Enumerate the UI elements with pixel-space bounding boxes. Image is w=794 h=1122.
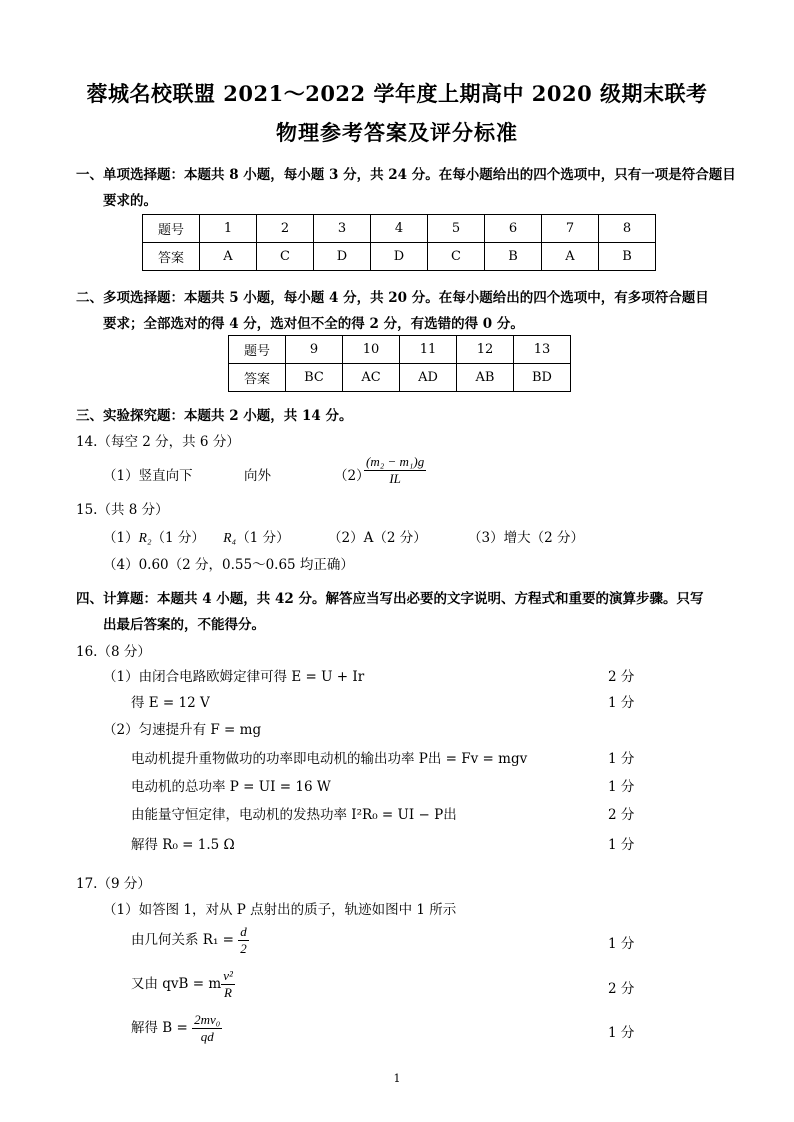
answer-cell: C	[257, 243, 314, 271]
answer-cell: D	[314, 243, 371, 271]
question-number-cell: 10	[343, 336, 400, 364]
q16-step: （2）匀速提升有 F = mg	[103, 722, 262, 738]
q16-step: 解得 R₀ = 1.5 Ω	[131, 837, 235, 853]
answer-cell: C	[428, 243, 485, 271]
q17-line2	[131, 968, 235, 1001]
fraction-denominator: qd	[200, 1029, 214, 1044]
answer-cell: AC	[343, 364, 400, 392]
question-number-cell: 6	[485, 215, 542, 243]
fraction-numerator: 2mv₀	[194, 1012, 221, 1027]
table-row-label: 答案	[229, 364, 286, 392]
q16-step-score: 1 分	[608, 779, 635, 795]
q17-intro: （1）如答图 1，对从 P 点射出的质子，轨迹如图中 1 所示	[103, 902, 457, 918]
table-row-label: 答案	[143, 243, 200, 271]
q17-line2-text: 又由 qvB = m	[131, 976, 222, 992]
answer-cell: B	[599, 243, 656, 271]
question-number-cell: 8	[599, 215, 656, 243]
q17-line1	[131, 924, 249, 957]
answer-cell: A	[200, 243, 257, 271]
fraction-denominator: IL	[389, 471, 401, 486]
question-number-cell: 12	[457, 336, 514, 364]
q14-part1: （1）竖直向下	[103, 468, 193, 484]
q16-step: 得 E = 12 V	[131, 695, 210, 711]
fraction-numerator: v²	[223, 968, 233, 983]
q17-line3	[131, 1012, 222, 1045]
section4-heading: 四、计算题：本题共 4 小题，共 42 分。解答应当写出必要的文字说明、方程式和重要的演算步骤。只写	[76, 591, 704, 607]
section2-heading-cont: 要求；全部选对的得 4 分，选对但不全的得 2 分，有选错的得 0 分。	[103, 316, 524, 332]
q15-r4: R₄	[223, 530, 237, 545]
table-row-label: 题号	[229, 336, 286, 364]
question-number-cell: 3	[314, 215, 371, 243]
q16-step: （1）由闭合电路欧姆定律可得 E = U + Ir	[103, 669, 365, 685]
answer-cell: D	[371, 243, 428, 271]
q17-line2-score: 2 分	[608, 981, 635, 997]
q15-r2-score: （1 分）	[151, 530, 205, 546]
answer-cell: BC	[286, 364, 343, 392]
multiple-choice-answer-table	[228, 335, 571, 392]
q14-part1-answer2: 向外	[244, 468, 271, 484]
q15-part4: （4）0.60（2 分，0.55～0.65 均正确）	[103, 557, 354, 573]
section2-heading: 二、多项选择题：本题共 5 小题，每小题 4 分，共 20 分。在每小题给出的四个选项中，有多项符合题目	[76, 290, 709, 306]
fraction-numerator: d	[240, 924, 247, 939]
question-number-cell: 2	[257, 215, 314, 243]
table-row-label: 题号	[143, 215, 200, 243]
question-number-cell: 4	[371, 215, 428, 243]
q15-heading: 15.（共 8 分）	[76, 502, 169, 518]
q15-r2: R₂	[138, 530, 152, 545]
page-number: 1	[393, 1072, 401, 1085]
answer-cell: B	[485, 243, 542, 271]
q14-part2-label: （2）	[334, 468, 370, 484]
q17-line1-text: 由几何关系 R₁ =	[131, 932, 239, 948]
q16-step-score: 1 分	[608, 695, 635, 711]
q14-part2-formula	[364, 454, 426, 487]
q15-part3: （3）增大（2 分）	[468, 530, 584, 546]
q16-step-score: 2 分	[608, 669, 635, 685]
question-number-cell: 7	[542, 215, 599, 243]
question-number-cell: 9	[286, 336, 343, 364]
fraction-numerator: (m₂ − m₁)g	[366, 454, 425, 469]
page-title: 蓉城名校联盟 2021～2022 学年度上期高中 2020 级期末联考	[86, 81, 708, 106]
fraction-denominator: 2	[240, 941, 247, 956]
q17-heading: 17.（9 分）	[76, 876, 151, 892]
section3-heading: 三、实验探究题：本题共 2 小题，共 14 分。	[76, 408, 353, 424]
answer-cell: A	[542, 243, 599, 271]
q16-step-score: 1 分	[608, 751, 635, 767]
q17-line1-score: 1 分	[608, 936, 635, 952]
q15-part2: （2）A（2 分）	[328, 530, 427, 546]
q16-step-score: 2 分	[608, 807, 635, 823]
question-number-cell: 1	[200, 215, 257, 243]
answer-cell: AB	[457, 364, 514, 392]
q16-heading: 16.（8 分）	[76, 644, 151, 660]
question-number-cell: 5	[428, 215, 485, 243]
q15-r4-score: （1 分）	[236, 530, 290, 546]
q14-heading: 14.（每空 2 分，共 6 分）	[76, 434, 240, 450]
section1-heading-cont: 要求的。	[103, 193, 157, 209]
section1-heading: 一、单项选择题：本题共 8 小题，每小题 3 分，共 24 分。在每小题给出的四个选项中，只有一项是符合题目	[76, 167, 736, 183]
section4-heading-cont: 出最后答案的，不能得分。	[103, 617, 265, 633]
q17-line3-score: 1 分	[608, 1025, 635, 1041]
q15-part1-label: （1）	[103, 530, 139, 546]
q16-step-score: 1 分	[608, 837, 635, 853]
q17-line3-text: 解得 B =	[131, 1020, 193, 1036]
page-subtitle: 物理参考答案及评分标准	[276, 120, 518, 145]
answer-cell: AD	[400, 364, 457, 392]
fraction-denominator: R	[224, 985, 232, 1000]
q16-step: 电动机的总功率 P = UI = 16 W	[131, 779, 331, 795]
q16-step: 由能量守恒定律，电动机的发热功率 I²R₀ = UI − P出	[131, 807, 457, 823]
question-number-cell: 13	[514, 336, 571, 364]
q16-step: 电动机提升重物做功的功率即电动机的输出功率 P出 = Fv = mgv	[131, 751, 528, 767]
q15-part1	[103, 526, 290, 546]
answer-cell: BD	[514, 364, 571, 392]
single-choice-answer-table	[142, 214, 656, 271]
question-number-cell: 11	[400, 336, 457, 364]
